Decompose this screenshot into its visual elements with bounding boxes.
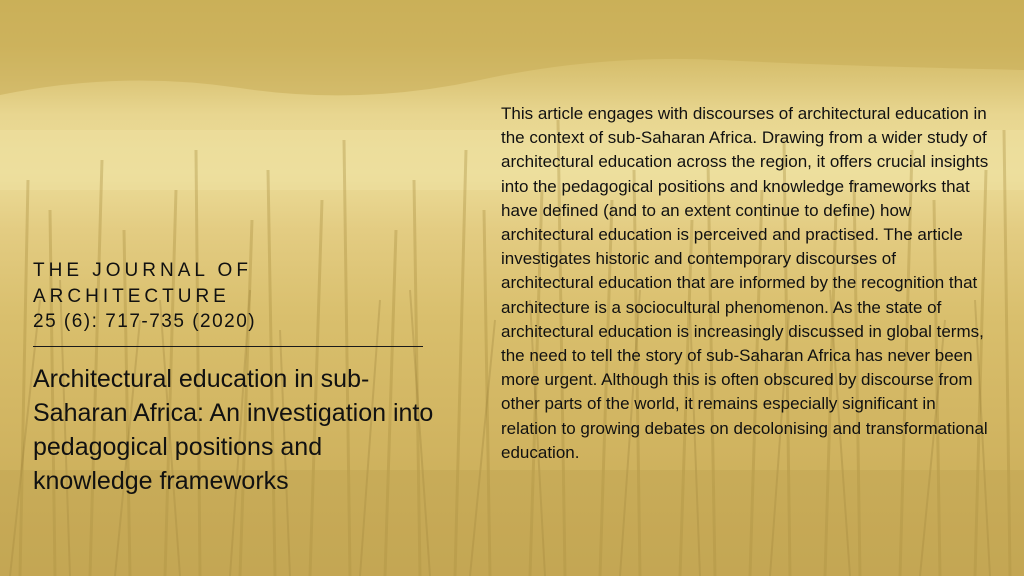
journal-info	[33, 258, 433, 334]
article-abstract: This article engages with discourses of architectural education in the context of sub-Saharan Africa. Drawing from a wider study of architectural education across the region, it offers crucial insights into the pedagogical positions and knowledge frameworks that have defined (and to an extent continue to define) how architectural education is perceived and practised. The article investigates historic and contemporary discourses of architectural education that are informed by the recognition that architecture is a sociocultural phenomenon. As the state of architectural education is increasingly discussed in global terms, the need to tell the story of sub-Saharan Africa has never been more urgent. Although this is often obscured by discourse from other parts of the world, it remains especially significant in relation to growing debates on decolonising and transformational education.	[501, 104, 989, 462]
article-title: Architectural education in sub-Saharan Africa: An investigation into pedagogical positions and knowledge frameworks	[33, 365, 434, 495]
journal-citation: 25 (6): 717-735 (2020)	[33, 311, 257, 332]
journal-name: THE JOURNAL OF ARCHITECTURE	[33, 260, 252, 307]
divider-line	[33, 346, 423, 347]
